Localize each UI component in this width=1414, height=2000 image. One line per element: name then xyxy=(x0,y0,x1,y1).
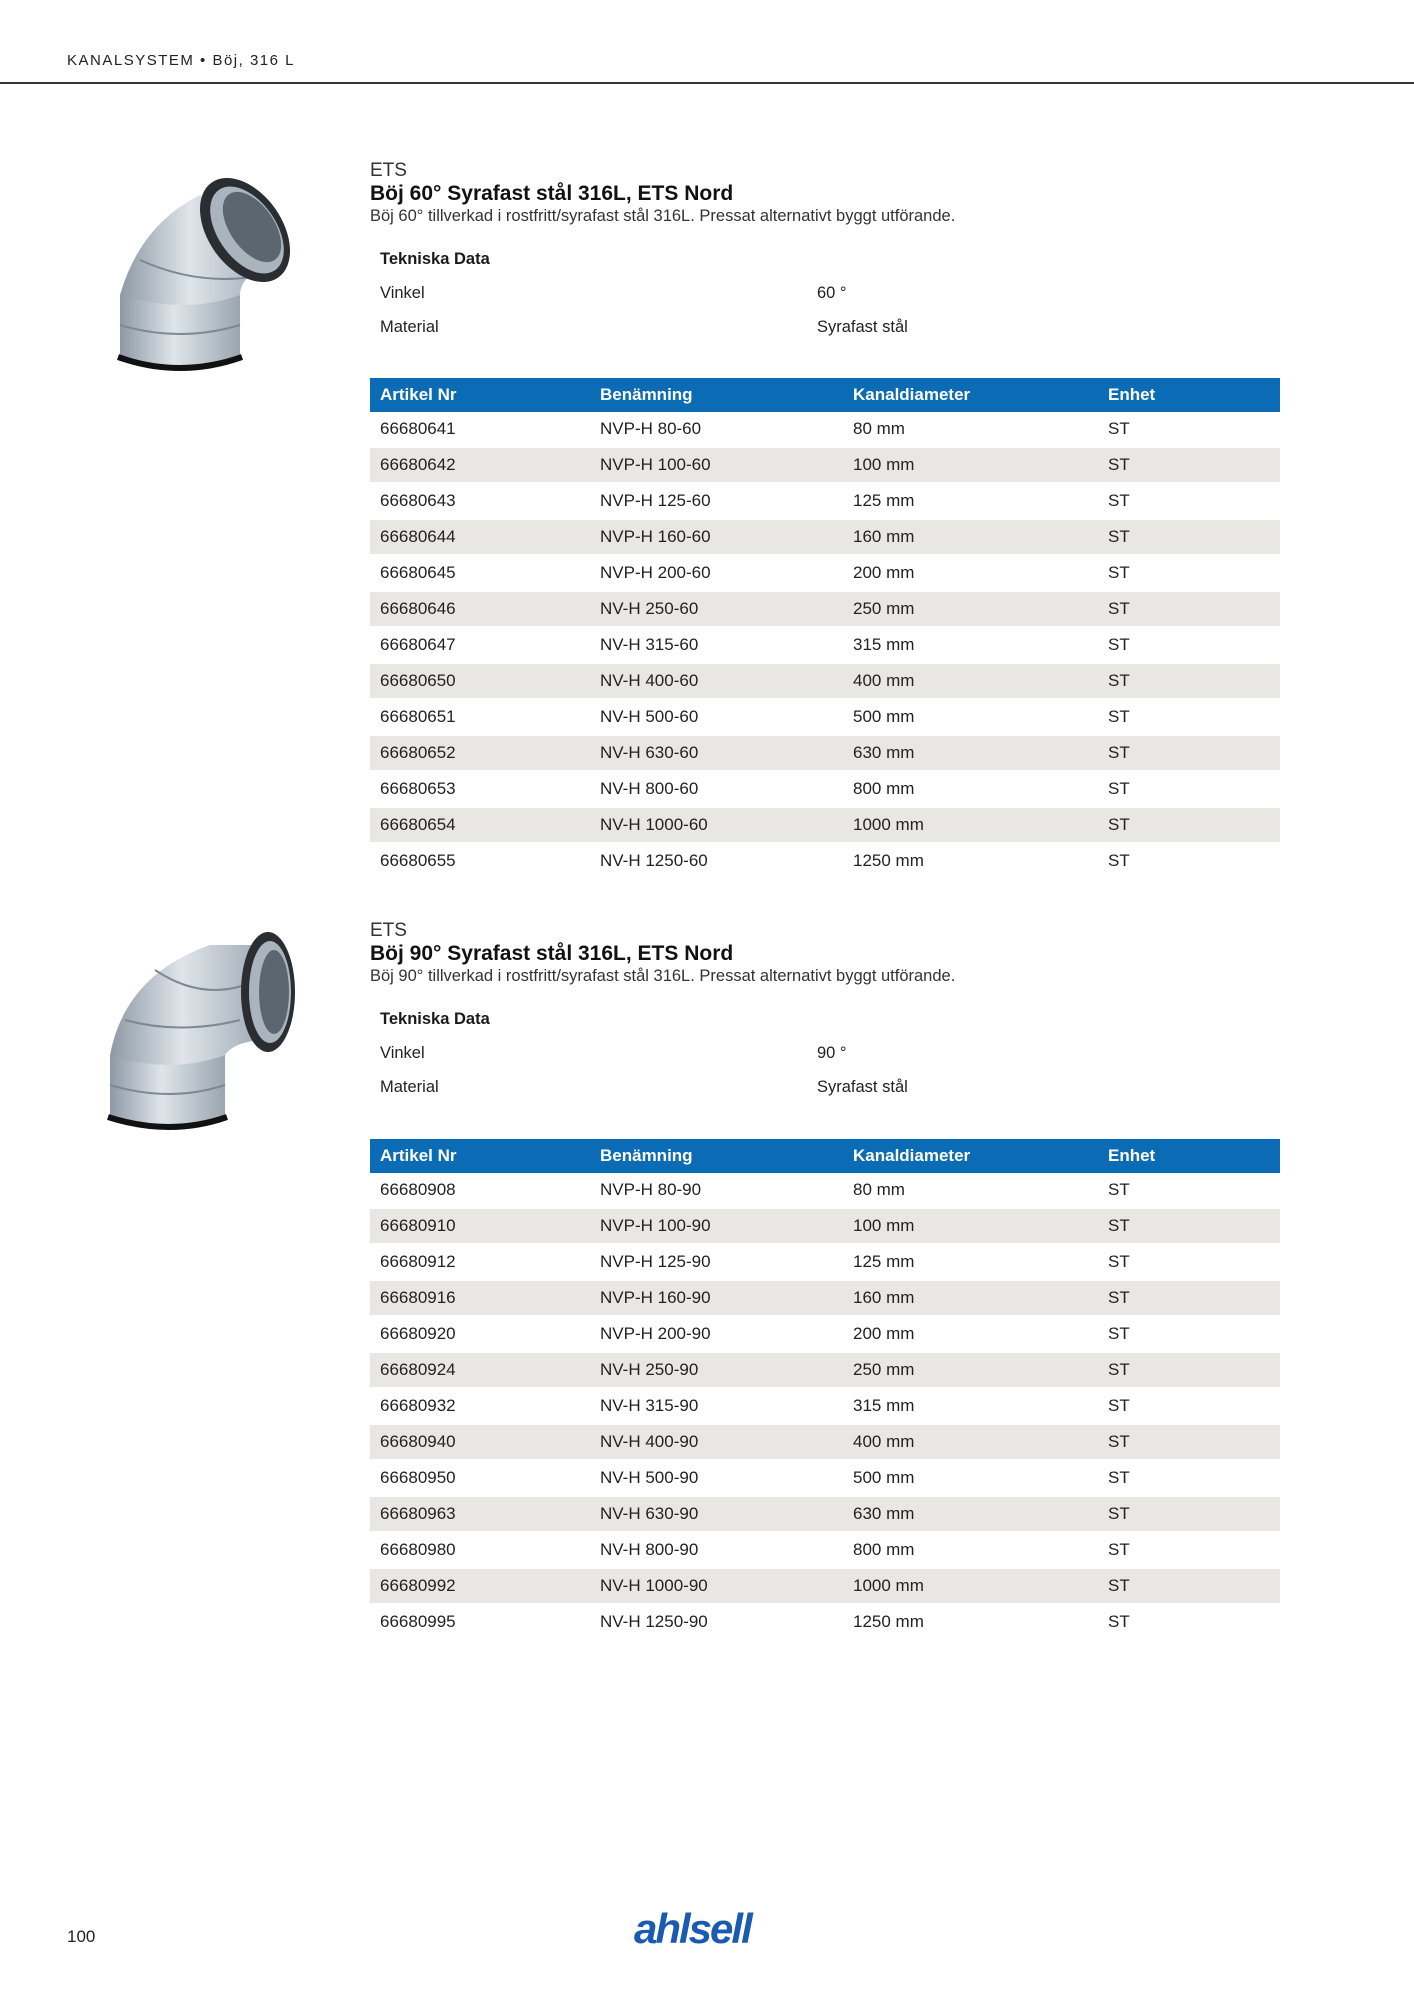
table-cell: 500 mm xyxy=(843,699,1098,735)
table-cell: ST xyxy=(1098,1496,1280,1532)
table-cell: 100 mm xyxy=(843,1208,1098,1244)
tech-heading: Tekniska Data xyxy=(380,250,490,268)
table-cell: NVP-H 80-60 xyxy=(600,419,702,438)
tech-data xyxy=(370,242,1280,344)
table-cell: 66680650 xyxy=(370,663,590,699)
table-row xyxy=(370,1208,1280,1244)
table-cell: ST xyxy=(1098,627,1280,663)
table-cell: 500 mm xyxy=(843,1460,1098,1496)
table-row xyxy=(370,1316,1280,1352)
table-cell: NV-H 800-60 xyxy=(590,771,843,807)
table-cell: ST xyxy=(1098,663,1280,699)
table-cell: ST xyxy=(1098,807,1280,843)
table-cell: ST xyxy=(1108,419,1130,438)
column-header: Enhet xyxy=(1098,378,1280,412)
product-description: Böj 60° tillverkad i rostfritt/syrafast stål 316L. Pressat alternativt byggt utförande. xyxy=(370,207,956,225)
table-cell: NVP-H 100-60 xyxy=(590,447,843,483)
table-cell: 66680980 xyxy=(370,1532,590,1568)
table-row xyxy=(370,1352,1280,1388)
table-cell: ST xyxy=(1098,735,1280,771)
column-header: Artikel Nr xyxy=(370,1139,590,1173)
product-title: Böj 60° Syrafast stål 316L, ETS Nord xyxy=(370,182,734,205)
table-cell: 66680652 xyxy=(370,735,590,771)
table-cell: ST xyxy=(1098,1424,1280,1460)
table-cell: NVP-H 80-90 xyxy=(600,1180,702,1199)
elbow-90-image xyxy=(100,925,310,1135)
table-cell: NVP-H 200-90 xyxy=(590,1316,843,1352)
table-cell: 66680651 xyxy=(370,699,590,735)
table-cell: NVP-H 200-60 xyxy=(590,555,843,591)
table-cell: 100 mm xyxy=(843,447,1098,483)
tech-label: Material xyxy=(380,318,439,336)
table-cell: 66680647 xyxy=(370,627,590,663)
table-row xyxy=(370,519,1280,555)
table-cell: 66680642 xyxy=(370,447,590,483)
table-cell: 66680932 xyxy=(370,1388,590,1424)
table-cell: 800 mm xyxy=(843,1532,1098,1568)
table-cell: NV-H 1250-90 xyxy=(590,1604,843,1639)
table-header-row xyxy=(370,1139,1280,1173)
table-row xyxy=(370,1532,1280,1568)
table-cell: NV-H 315-90 xyxy=(590,1388,843,1424)
ahlsell-logo: ahlsell xyxy=(634,1905,751,1952)
table-cell: NVP-H 125-90 xyxy=(590,1244,843,1280)
table-cell: 66680645 xyxy=(370,555,590,591)
table-cell: 1250 mm xyxy=(843,843,1098,878)
table-cell: 250 mm xyxy=(843,591,1098,627)
table-cell: 66680940 xyxy=(370,1424,590,1460)
table-header-row xyxy=(370,378,1280,412)
tech-value: Syrafast stål xyxy=(817,1078,908,1096)
table-cell: NV-H 500-90 xyxy=(590,1460,843,1496)
table-cell: ST xyxy=(1098,1604,1280,1639)
table-cell: 66680912 xyxy=(370,1244,590,1280)
table-cell: ST xyxy=(1098,843,1280,878)
table-cell: NVP-H 160-60 xyxy=(590,519,843,555)
product-60-info xyxy=(370,160,1280,344)
table-cell: ST xyxy=(1098,591,1280,627)
column-header: Benämning xyxy=(590,378,843,412)
table-cell: ST xyxy=(1098,555,1280,591)
table-row xyxy=(370,663,1280,699)
tech-value: 60 ° xyxy=(817,284,847,302)
tech-label: Material xyxy=(380,1078,439,1096)
page-number: 100 xyxy=(67,1927,96,1946)
table-cell: ST xyxy=(1098,1388,1280,1424)
tech-data xyxy=(370,1002,1280,1104)
tech-row xyxy=(370,1036,1280,1070)
product-60-table xyxy=(370,378,1280,878)
table-row xyxy=(370,627,1280,663)
table-cell: 80 mm xyxy=(853,1180,905,1199)
table-cell: 160 mm xyxy=(843,1280,1098,1316)
table-cell: NV-H 630-60 xyxy=(590,735,843,771)
column-header: Kanaldiameter xyxy=(843,378,1098,412)
tech-row xyxy=(370,1070,1280,1104)
table-cell: NV-H 1250-60 xyxy=(590,843,843,878)
table-cell: 66680908 xyxy=(380,1180,456,1199)
table-cell: NV-H 400-60 xyxy=(590,663,843,699)
table-cell: ST xyxy=(1098,1280,1280,1316)
table-cell: ST xyxy=(1098,1352,1280,1388)
table-cell: 125 mm xyxy=(843,1244,1098,1280)
table-cell: 400 mm xyxy=(843,663,1098,699)
page-header xyxy=(0,0,1414,84)
table-cell: 315 mm xyxy=(843,627,1098,663)
table-cell: ST xyxy=(1108,1180,1130,1199)
table-cell: 800 mm xyxy=(843,771,1098,807)
table-cell: 125 mm xyxy=(843,483,1098,519)
table-row xyxy=(370,771,1280,807)
product-brand: ETS xyxy=(370,920,407,941)
table-cell: 66680920 xyxy=(370,1316,590,1352)
column-header: Artikel Nr xyxy=(370,378,590,412)
table-cell: 66680646 xyxy=(370,591,590,627)
table-row xyxy=(370,1496,1280,1532)
table-row xyxy=(370,1568,1280,1604)
table-cell: 66680963 xyxy=(370,1496,590,1532)
table-cell: ST xyxy=(1098,1532,1280,1568)
table-cell: NV-H 800-90 xyxy=(590,1532,843,1568)
table-cell: ST xyxy=(1098,771,1280,807)
tech-heading: Tekniska Data xyxy=(380,1010,490,1028)
tech-value: 90 ° xyxy=(817,1044,847,1062)
table-cell: ST xyxy=(1098,519,1280,555)
table-cell: 66680653 xyxy=(370,771,590,807)
product-90-table xyxy=(370,1139,1280,1639)
product-title: Böj 90° Syrafast stål 316L, ETS Nord xyxy=(370,942,734,965)
table-cell: 66680644 xyxy=(370,519,590,555)
table-cell: NVP-H 100-90 xyxy=(590,1208,843,1244)
table-cell: NV-H 630-90 xyxy=(590,1496,843,1532)
table-row xyxy=(370,483,1280,519)
table-cell: 1000 mm xyxy=(843,807,1098,843)
table-cell: NV-H 1000-60 xyxy=(590,807,843,843)
table-cell: ST xyxy=(1098,1568,1280,1604)
table-cell: ST xyxy=(1098,1244,1280,1280)
header-breadcrumb: KANALSYSTEM • Böj, 316 L xyxy=(67,52,296,69)
table-cell: NV-H 315-60 xyxy=(590,627,843,663)
tech-row xyxy=(370,276,1280,310)
table-cell: 1250 mm xyxy=(843,1604,1098,1639)
table-cell: 80 mm xyxy=(853,419,905,438)
table-cell: 66680995 xyxy=(370,1604,590,1639)
table-cell: NV-H 250-90 xyxy=(590,1352,843,1388)
table-cell: 66680924 xyxy=(370,1352,590,1388)
product-description: Böj 90° tillverkad i rostfritt/syrafast stål 316L. Pressat alternativt byggt utförande. xyxy=(370,967,956,985)
table-row xyxy=(370,555,1280,591)
table-cell: NV-H 1000-90 xyxy=(590,1568,843,1604)
table-cell: NV-H 250-60 xyxy=(590,591,843,627)
table-cell: ST xyxy=(1098,1316,1280,1352)
column-header: Kanaldiameter xyxy=(843,1139,1098,1173)
table-cell: NV-H 500-60 xyxy=(590,699,843,735)
table-cell: 66680950 xyxy=(370,1460,590,1496)
table-row xyxy=(370,1424,1280,1460)
table-cell: ST xyxy=(1098,1208,1280,1244)
table-row xyxy=(370,1173,1280,1208)
table-cell: 200 mm xyxy=(843,1316,1098,1352)
table-row xyxy=(370,699,1280,735)
table-cell: NVP-H 160-90 xyxy=(590,1280,843,1316)
table-cell: 160 mm xyxy=(843,519,1098,555)
tech-row xyxy=(370,310,1280,344)
table-cell: 66680992 xyxy=(370,1568,590,1604)
table-cell: 250 mm xyxy=(843,1352,1098,1388)
column-header: Benämning xyxy=(590,1139,843,1173)
table-cell: ST xyxy=(1098,447,1280,483)
table-row xyxy=(370,1388,1280,1424)
table-cell: 200 mm xyxy=(843,555,1098,591)
table-row xyxy=(370,447,1280,483)
table-cell: 630 mm xyxy=(843,1496,1098,1532)
table-cell: 66680655 xyxy=(370,843,590,878)
table-row xyxy=(370,1604,1280,1639)
table-cell: ST xyxy=(1098,699,1280,735)
table-cell: 630 mm xyxy=(843,735,1098,771)
tech-value: Syrafast stål xyxy=(817,318,908,336)
product-brand: ETS xyxy=(370,160,407,181)
table-cell: 66680916 xyxy=(370,1280,590,1316)
table-row xyxy=(370,735,1280,771)
column-header: Enhet xyxy=(1098,1139,1280,1173)
tech-label: Vinkel xyxy=(380,1044,425,1062)
tech-label: Vinkel xyxy=(380,284,425,302)
elbow-60-image xyxy=(100,165,310,375)
table-cell: 66680641 xyxy=(380,419,456,438)
product-90-info xyxy=(370,920,1280,1104)
table-cell: 400 mm xyxy=(843,1424,1098,1460)
table-row xyxy=(370,1460,1280,1496)
table-row xyxy=(370,412,1280,447)
table-cell: ST xyxy=(1098,1460,1280,1496)
table-row xyxy=(370,591,1280,627)
table-cell: ST xyxy=(1098,483,1280,519)
table-row xyxy=(370,1280,1280,1316)
table-cell: 1000 mm xyxy=(843,1568,1098,1604)
table-cell: 66680643 xyxy=(370,483,590,519)
table-row xyxy=(370,843,1280,878)
table-cell: 315 mm xyxy=(843,1388,1098,1424)
table-cell: 66680654 xyxy=(370,807,590,843)
table-cell: 66680910 xyxy=(370,1208,590,1244)
table-row xyxy=(370,1244,1280,1280)
table-cell: NVP-H 125-60 xyxy=(590,483,843,519)
table-cell: NV-H 400-90 xyxy=(590,1424,843,1460)
table-row xyxy=(370,807,1280,843)
